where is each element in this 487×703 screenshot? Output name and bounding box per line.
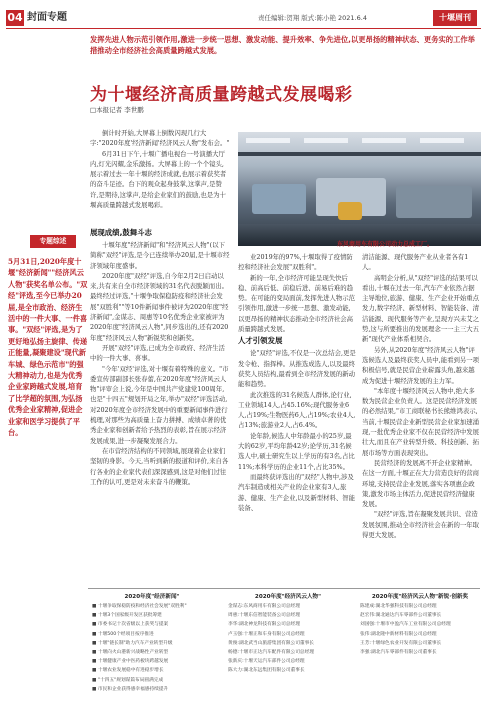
list-item: 张新庆:十堰天运汽车部件公司总经理: [228, 659, 305, 665]
list-item: 金谋志:东风商用车有限公司总经理: [228, 604, 300, 609]
list-item: 卢玉强:十堰正和车身有限公司总经理: [228, 631, 305, 637]
article-column-3: [362, 252, 481, 584]
paragraph: 在市营经济结构的不同领域,展现着企业家们坚韧的身影。今天,当听到新的报道和评价,来自各行各业的企业家代表们深深感到,这是对他们过往工作的认可,更是对未来奋斗的鞭策。: [90, 446, 229, 486]
list-title: 2020年度"经济新闻": [124, 594, 180, 600]
machinery-block: [338, 202, 362, 220]
ceiling-light: [304, 138, 348, 143]
award-list-footer: [88, 588, 480, 698]
newspaper-brand: 十堰周刊: [433, 10, 477, 26]
paragraph: 6月31日下午,十堰广播电视台一号演播大厅内,灯光闪耀,金乐激扬。大屏幕上的一个个镜头,展示着过去一年十堰的经济成就,也展示着获奖者的奋斗足迹。台下的观众起身鼓掌,这掌声,是赞许,是期待,这掌声,是给企业家们的鼓励,也是为十堰高质量跨越式发展喝彩。: [90, 149, 227, 210]
list-item: ■ 十堰3个国家级开发区获批筹建: [92, 613, 162, 619]
article-headline: 为十堰经济高质量跨越式发展喝彩: [90, 85, 353, 105]
paragraph: 此次推选的31名候选人群体,论行业,工业领域14人,占45.16%;现代服务业6人,占19%;生物医药6人,占19%;农业4人,占13%;旅游业2人,占6.4%。: [238, 390, 356, 430]
paragraph: 开展"双经"评选,已成为全市政府、经济生活中的一件大事、喜事。: [90, 343, 225, 363]
list-item: 刘国强:十堰市中盈汽车工业有限公司总经理: [360, 622, 451, 628]
list-item: 黄俊:湖北武当山旅游集团有限公司董事长: [228, 640, 314, 646]
paragraph: 民营经济的发展离不开企业家精神。在这一方面,十堰正在大力营造良好的营商环境,支持民营企业发展,落实各项惠企政策,激发市场主体活力,促进民营经济健康发展。: [362, 458, 480, 509]
machinery-block: [252, 184, 306, 214]
article-byline: □本报记者 李世鹏: [90, 106, 144, 114]
sidebar-summary: 5月31日,2020年度十堰"经济新闻""经济风云人物"获奖名单公布。"双经"评选,至今已举办20届,是全市政治、经济生活中的一件大事、一件喜事。"双经"评选,是为了更好地弘扬主旋律、传递正能量,凝聚建设"现代新车城、绿色示范市"的强大精神动力,也是为优秀企业家跨越式发展,培育了比学超的氛围,为弘扬优秀企业家精神,促进企业家和医学习提供了平台。: [8, 257, 88, 438]
paragraph: 高明企分析,从"双经"评选的结果可以看出,十堰在过去一年,汽车产业依然占据主导地位,旅游、健康、生产企业开始重点发力,数字经济、新型材料、智能装备、清洁能源、现代服务等产业,呈现方兴未艾之势,这与所要推出的发展理念一一主三大五新"现代产业体系相契合。: [362, 273, 480, 344]
paragraph: 另外,从2020年度"经济风云人物"评选候选人及最终获奖人员中,能看到另一项积极信号,就是民营企业崭露头角,越来越成为促进十堰经济发展的主力军。: [362, 345, 480, 385]
list-item: ■ 十堰健康产业中医药板块跨越发展: [92, 659, 169, 665]
paragraph: 清洁能源、现代服务产业从业者各有1人。: [362, 253, 469, 272]
list-item: ■ 十堰"链长制"助力汽车产业转型升级: [92, 640, 173, 646]
list-item: 李华:湖北神龙科技有限公司总经理: [228, 622, 300, 628]
crane-beam: [238, 152, 481, 156]
section-subhead: 人才引领发展: [238, 336, 283, 346]
paragraph: 2020年度"双经"评选,自今年2月2日启动以来,共有来自全市经济领域的31名代表脱颖而出。最终经过评选,"十堰争取保稳防疫和经济社会发展"双胜利""等10件新闻事件被评为2020年度"经济新闻",金谋志、周惠等10名优秀企业家被评为2020年度"经济风云人物",同步选出的,还有2020年度"经济风云人物"新锐奖和创新奖。: [90, 271, 229, 342]
ceiling-light: [420, 138, 464, 143]
section-subhead: 展现成绩,鼓舞斗志: [90, 228, 152, 237]
list-item: ■ 十堰农业发展稳中有进稳步增长: [92, 668, 164, 674]
list-item: ■ 十堰500个经项目按序推进: [92, 631, 154, 637]
paragraph: 论"双经"评选,不仅是一次总结会,更是发令枪、指挥棒。从推选成选人,以及最终获奖人员结构,最看到全市经济发展的新动能和趋势。: [238, 349, 356, 389]
article-column-1: [90, 226, 230, 584]
innovation-award-list: [360, 593, 480, 657]
sidebar-label: 专题综述: [30, 235, 76, 248]
list-item: 陈大力:湖北东远集团有限公司董事长: [228, 668, 305, 674]
list-item: 王芳:十堰绿色农业开发有限公司董事长: [360, 640, 442, 646]
paragraph: "双经"评选,旨在凝聚发展共识、营造发展氛围,推动全市经济社会在新的一年取得更大发展。: [362, 510, 480, 540]
list-item: ■ "十四五"规划谋篇布局圆满完成: [92, 677, 164, 683]
section-title: 封面专题: [27, 12, 67, 23]
ceiling-light: [362, 138, 406, 143]
paragraph: 而最终获评选出的"双经"人物中,涉及汽车制造或相关产业的企业家有3人,旅游、健康、生产企业,以及新型材料、智能装备、: [238, 472, 356, 512]
list-item: 张伟:湖北隆中新材料有限公司总经理: [360, 631, 437, 637]
list-title: 2020年度"经济风云人物"新锐·创新奖: [371, 594, 469, 600]
list-item: 赵宏伟:湖北通达汽车零部件公司董事长: [360, 613, 442, 619]
list-title: 2020年度"经济风云人物": [254, 594, 322, 600]
page-number: 04: [7, 11, 23, 24]
list-item: 陈建成:湖北华强科技有限公司总经理: [360, 604, 437, 609]
person-award-list: [228, 593, 348, 676]
header-divider: [6, 28, 481, 29]
photo-caption: 东风商用车有限公司动力总成工厂。: [337, 241, 434, 248]
list-item: 杨德:十堰市正达汽车配件有限公司总经理: [228, 650, 314, 656]
list-item: ■ 市民和企业获得感幸福感持续提升: [92, 686, 169, 692]
article-column-2: [238, 252, 356, 584]
article-intro: [90, 128, 230, 224]
paragraph: "今年'双经'评选,对十堰有着特殊的意义。"市委宣传部副部长张春蕾,在2020年度"经济风云人物"评审会上说,今年是中国共产党建党100周年,也是"十四五"规划开局之年,举办"双经"评选活动,对2020年度全市经济发展中的重要新闻事件进行梳理,对那些为高质量上奋力拼搏、成绩卓著的优秀企业家和创新者给予热烈的表彰,旨在展示经济发展成果,进一步凝聚发展合力。: [90, 364, 229, 445]
article-lead: 发挥先进人物示范引领作用,激进一步统一思想、激发动能、提升效率、争先进位,以更昂扬的精神状态、更务实的工作举措推动全市经济社会高质量跨越式发展。: [90, 35, 475, 55]
news-award-list: [92, 593, 212, 694]
machinery-block: [396, 186, 472, 218]
paragraph: 业2019年的97%,十堰取得了疫情防控和经济社会发展"双胜利"。: [238, 253, 353, 272]
paragraph: 论年龄,候选人中年龄最小的25岁,最大的62岁,平均年龄42岁;论学历,31名候选人中,硕士研究生以上学历的有3名,占比11%;本科学历的企业11个,占比35%。: [238, 431, 355, 471]
list-item: 李强:湖北汽车零部件有限公司董事长: [360, 650, 437, 656]
list-item: ■ 市委书记十次省级以上获奖与提案: [92, 622, 169, 628]
paragraph: 新的一年,全市经济可能呈现失快后稳、前高后低、前稳后进、前易后难的趋势。在可能的变局面前,发挥先进人物示范引领作用,激进一步统一思想、激发动能,以更昂扬的精神状态推动全市经济社会高质量跨越式发展。: [238, 273, 356, 334]
list-item: ■ 十堰争取保稳防疫和经济社会发展"双胜利": [92, 604, 187, 609]
editor-credits: 责任编辑:贺翔 版式:陈小艳 2021.6.4: [258, 14, 367, 22]
page-header: [0, 0, 487, 30]
paragraph: 倒计时开始,大屏幕上倒数闪现几行大字:"2020年度'经济新闻'经济风云人物"发布会。": [90, 129, 230, 148]
factory-photo: [238, 132, 481, 246]
paragraph: "本年度十堰经济风云人物中,绝大多数为民营企业负责人。这是民营经济发展的必然结果,"市工商联秘书长熊维鸿表示,当前,十堰民营企业新型民营企业家加速涌现,一批优秀企业家不仅在民营经济中发展壮大,而且在产业转型升级、科技创新、拓展市场等方面表现突出。: [362, 386, 480, 457]
list-item: ■ 十堰向火山港新兴战略性产业转型: [92, 650, 169, 656]
paragraph: 十堰年度"经济新闻"和"经济风云人物"(以下简称"双经"评选,是今已连续举办20届,是十堰市经济领域年度盛事。: [90, 241, 230, 270]
ceiling-light: [246, 138, 290, 143]
list-item: 周惠:十堰东信智能装备公司总经理: [228, 613, 300, 619]
